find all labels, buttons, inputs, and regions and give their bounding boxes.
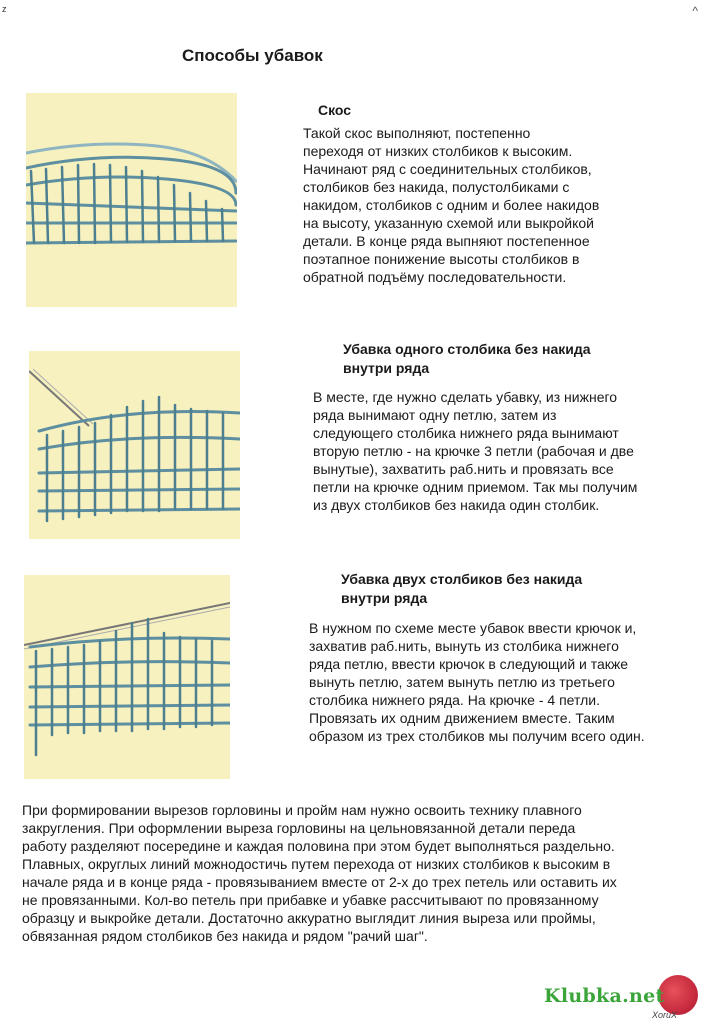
illustration-slant — [26, 93, 237, 307]
corner-mark: z — [2, 4, 7, 14]
corner-arrow-icon: ^ — [692, 4, 698, 18]
site-logo: Klubka.net — [544, 985, 665, 1007]
watermark-signature: XoruX — [652, 1010, 678, 1020]
two-stitch-drawing — [24, 575, 230, 779]
section-body-two-stitch: В нужном по схеме месте убавок ввести крючок и, захватив раб.нить, вынуть из столбика нижнего ряда петлю, ввести крючок в следующий и также вынуть петлю, затем вынуть петлю из третьего столбика нижнего ряда. На крючке - 4 петли. Провязать их одним движением вместе. Таким образом из трех столбиков мы получим всего один. — [309, 620, 645, 744]
section-title-one-stitch: Убавка одного столбика без накида внутри ряда — [343, 341, 591, 376]
slant-stitches-drawing — [26, 93, 237, 307]
section-title-slant: Скос — [318, 102, 352, 118]
closing-paragraph: При формировании вырезов горловины и пройм нам нужно освоить технику плавного закругления. При оформлении выреза горловины на цельновязанной детали переда работу разделяют посередине и каждая половина при этом будет выполняться раздельно. Плавных, округлых линий можнодостичь путем перехода от низких столбиков к высоким в начале ряда и в конце ряда - провязыванием вместе от 2-х до трех петель или оставить их не провязанными. Кол-во петель при прибавке и убавке рассчитывают по провязанному образцу и выкройке детали. Достаточно аккуратно выглядит линия выреза или проймы, обвязанная рядом столбиков без накида и рядом "рачий шаг". — [22, 802, 617, 944]
one-stitch-drawing — [29, 351, 240, 539]
section-body-one-stitch: В месте, где нужно сделать убавку, из нижнего ряда вынимают одну петлю, затем из следующего столбика нижнего ряда вынимают вторую петлю - на крючке 3 петли (рабочая и две вынутые), захватить раб.нить и провязать все петли на крючке одним приемом. Так мы получим из двух столбиков без накида один столбик. — [313, 389, 638, 513]
section-body-slant: Такой скос выполняют, постепенно переходя от низких столбиков к высоким. Начинают ряд с соединительных столбиков, столбиков без накида, полустолбиками с накидом, столбиков с одним и более накидов на высоту, указанную схемой или выкройкой детали. В конце ряда выпняют постепенное поэтапное понижение высоты столбиков в обратной подъёму последовательности. — [303, 125, 600, 285]
page-title: Способы убавок — [182, 46, 323, 65]
illustration-two-stitch-decrease — [24, 575, 230, 779]
section-title-two-stitch: Убавка двух столбиков без накида внутри ряда — [341, 571, 583, 606]
illustration-one-stitch-decrease — [29, 351, 240, 539]
